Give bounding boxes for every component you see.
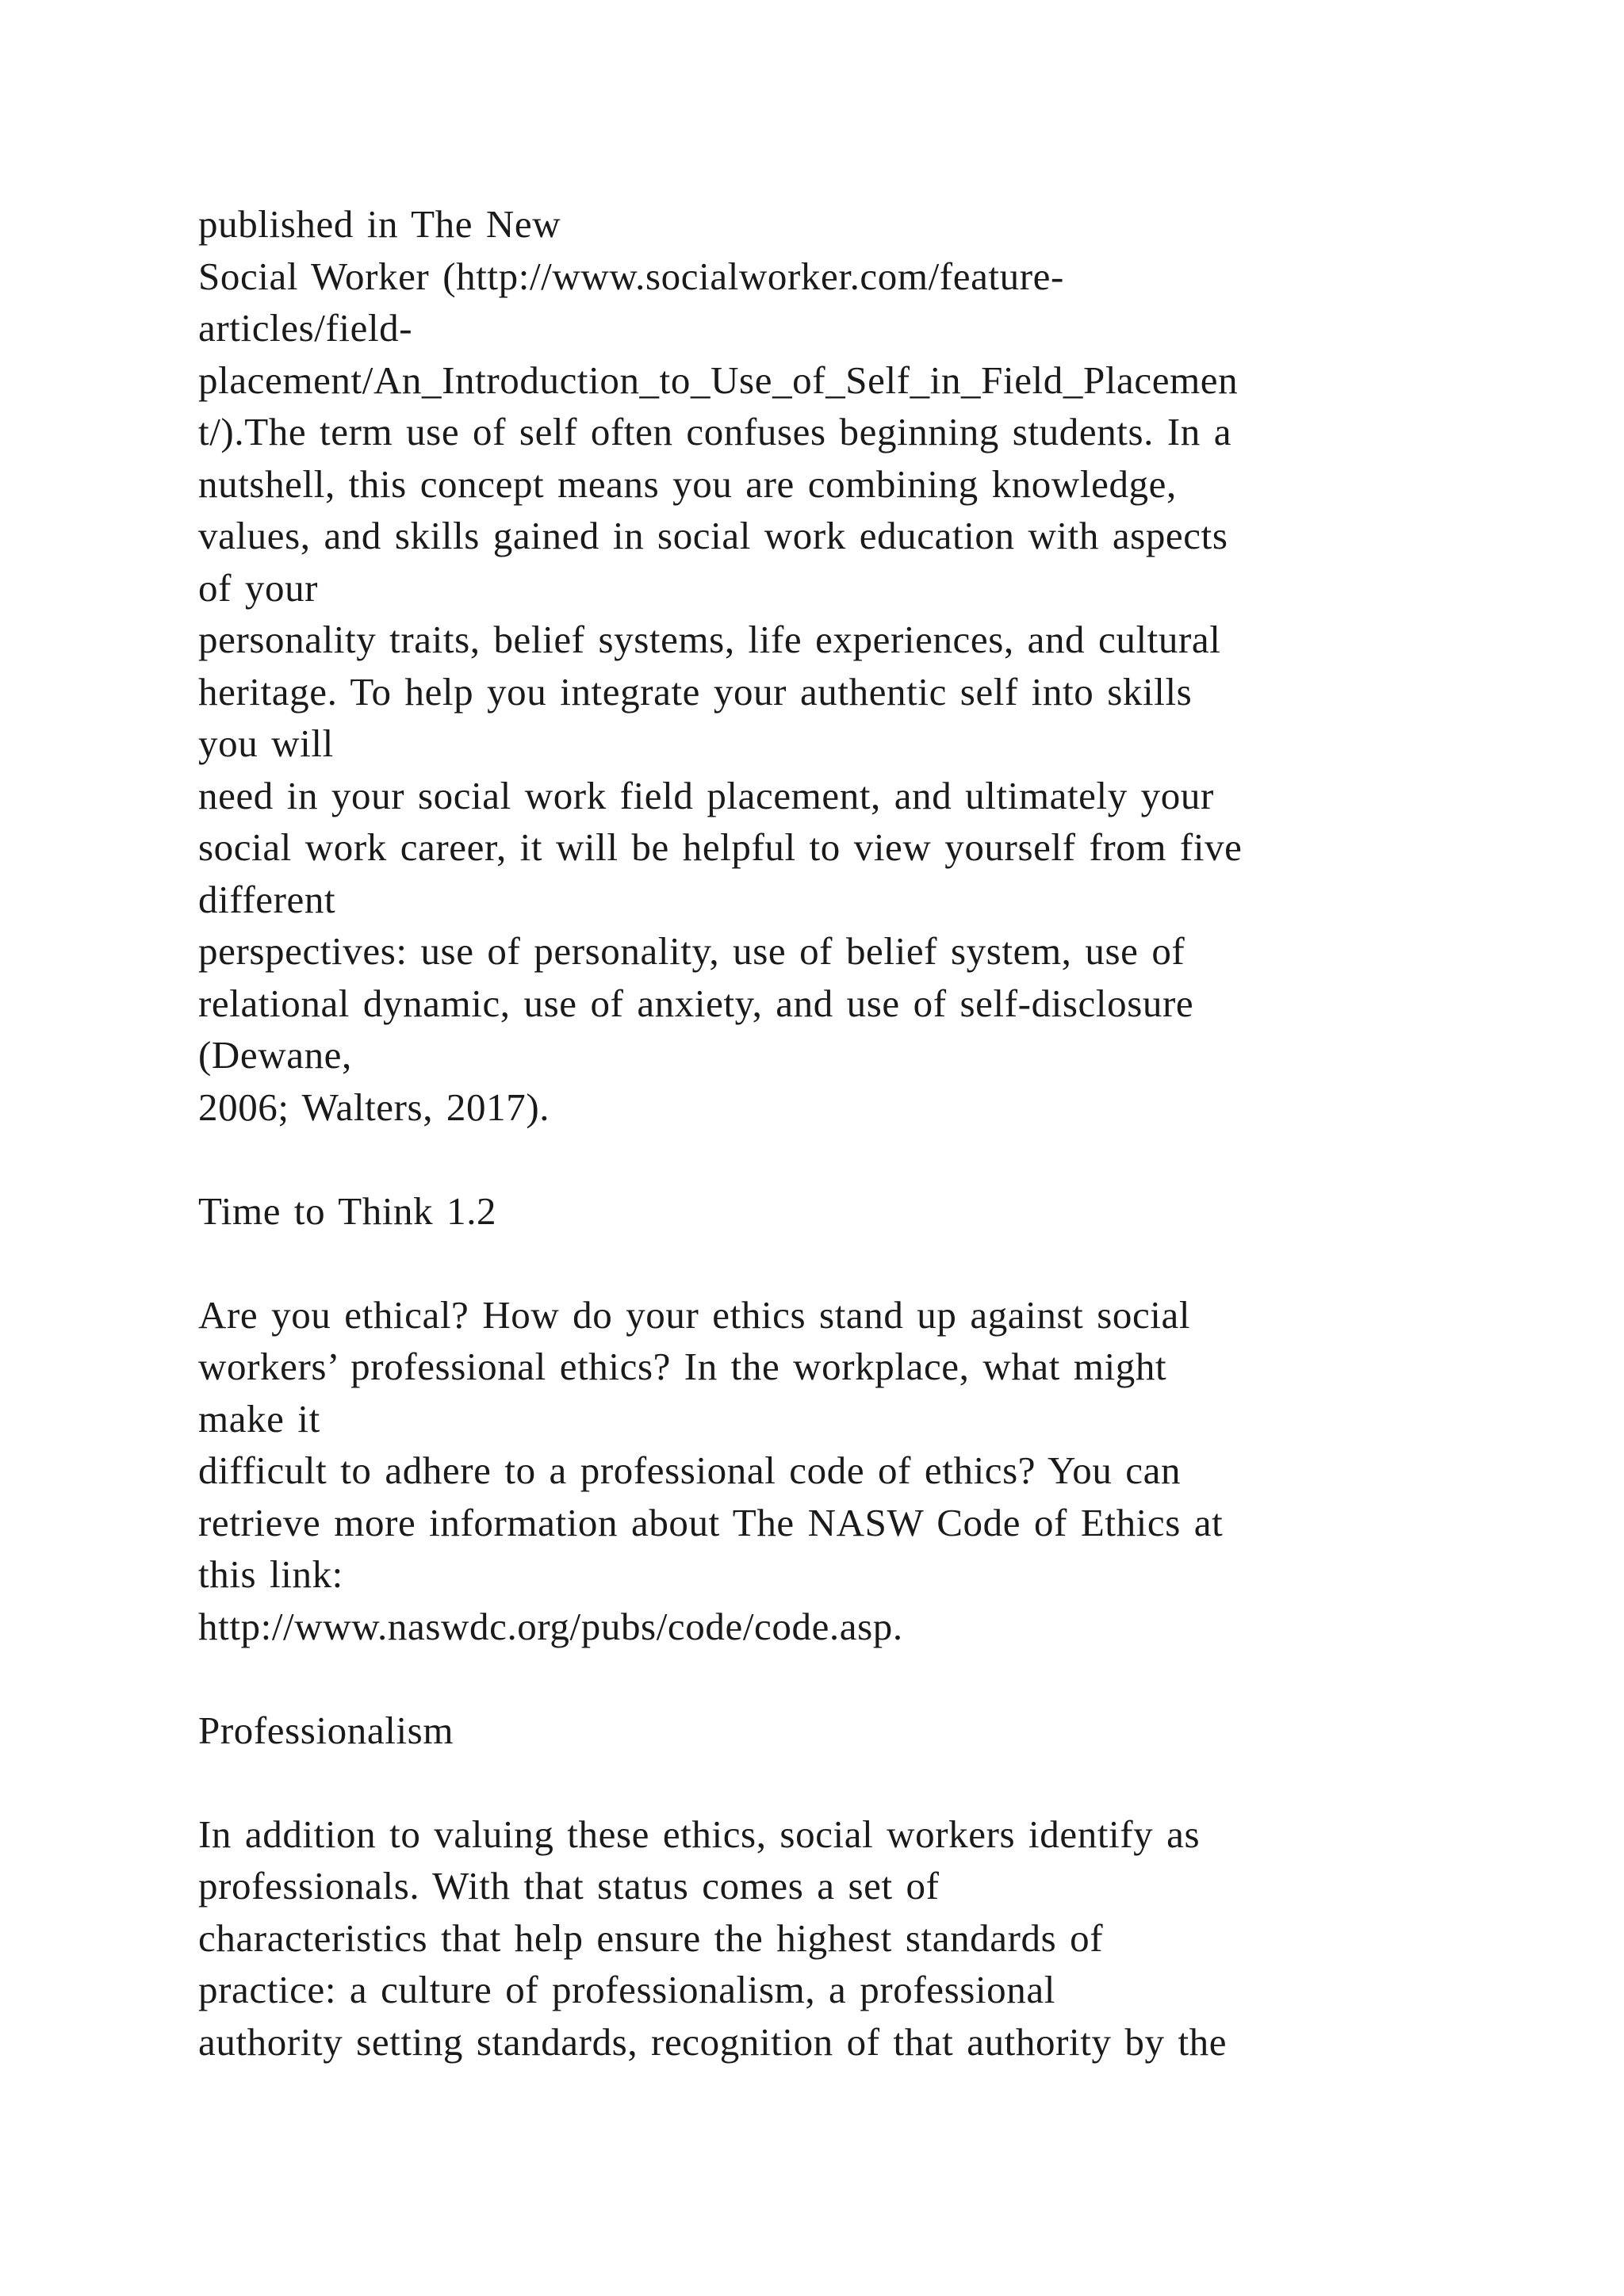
text-line: perspectives: use of personality, use of belief system, use of [198, 929, 1185, 973]
text-line: 2006; Walters, 2017). [198, 1085, 550, 1129]
paragraph-gap [198, 1237, 1546, 1289]
text-line: Social Worker (http://www.socialworker.com/feature- [198, 254, 1064, 298]
text-line: need in your social work field placement, and ultimately your [198, 773, 1214, 817]
paragraph-gap [198, 1652, 1546, 1705]
text-line: characteristics that help ensure the highest standards of [198, 1915, 1104, 1960]
section-heading-professionalism: Professionalism [198, 1708, 454, 1752]
text-line: professionals. With that status comes a set of [198, 1864, 940, 1908]
text-line: heritage. To help you integrate your authentic self into skills [198, 669, 1193, 714]
text-line: you will [198, 721, 334, 765]
text-line: placement/An_Introduction_to_Use_of_Self_in_Field_Placemen [198, 358, 1239, 402]
text-line: this link: [198, 1552, 343, 1596]
text-line: articles/field- [198, 306, 413, 350]
text-line: values, and skills gained in social work education with aspects [198, 514, 1228, 557]
text-line: t/).The term use of self often confuses beginning students. In a [198, 410, 1232, 453]
text-line: workers’ professional ethics? In the workplace, what might [198, 1345, 1167, 1388]
text-line: Are you ethical? How do your ethics stand up against social [198, 1292, 1191, 1337]
text-line: published in The New [198, 202, 561, 246]
text-line: relational dynamic, use of anxiety, and use of self-disclosure [198, 981, 1194, 1025]
text-line: social work career, it will be helpful to view yourself from five [198, 825, 1243, 869]
text-line: personality traits, belief systems, life experiences, and cultural [198, 618, 1221, 661]
text-line: nutshell, this concept means you are combining knowledge, [198, 461, 1177, 506]
text-line: different [198, 877, 336, 921]
text-line: difficult to adhere to a professional code of ethics? You can [198, 1448, 1182, 1492]
text-line: http://www.naswdc.org/pubs/code/code.asp. [198, 1604, 903, 1648]
text-line: In addition to valuing these ethics, social workers identify as [198, 1812, 1201, 1856]
text-line: practice: a culture of professionalism, a professional [198, 1968, 1055, 2011]
text-line: of your [198, 565, 319, 610]
text-line: (Dewane, [198, 1033, 352, 1077]
paragraph-gap [198, 1133, 1546, 1185]
text-line: retrieve more information about The NASW Code of Ethics at [198, 1500, 1224, 1544]
paragraph-gap [198, 1756, 1546, 1808]
document-body [198, 198, 1546, 2068]
text-line: make it [198, 1396, 320, 1441]
text-line: authority setting standards, recognition of that authority by the [198, 2019, 1228, 2064]
section-heading-time-to-think: Time to Think 1.2 [198, 1188, 497, 1233]
